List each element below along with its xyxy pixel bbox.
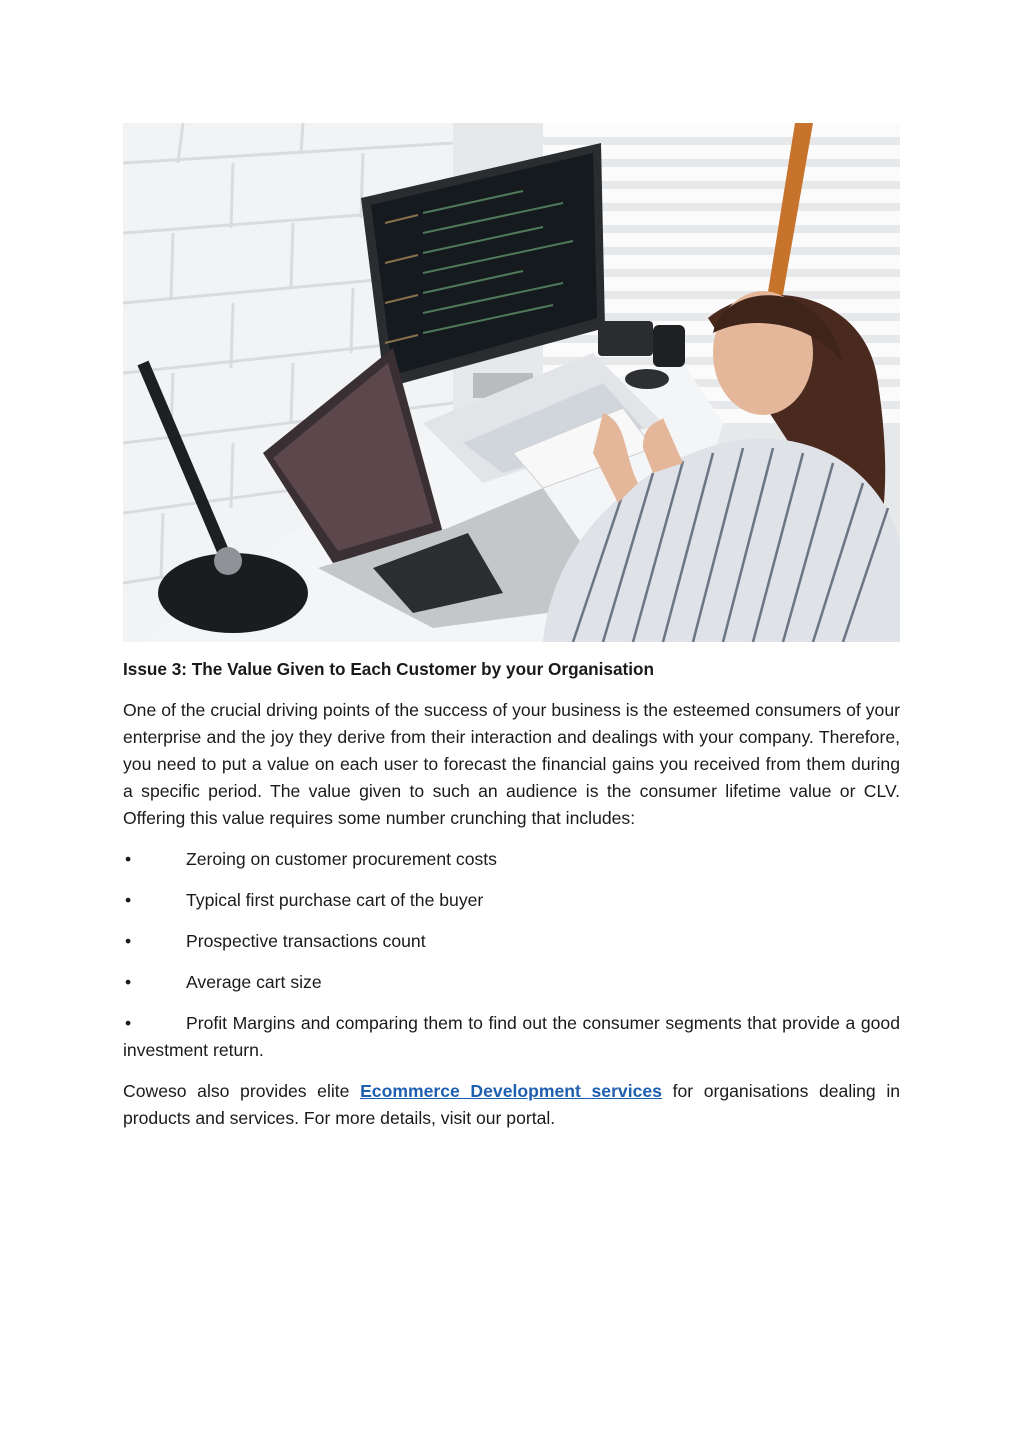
bullet-icon: • <box>125 1013 132 1033</box>
list-item <box>123 1010 900 1064</box>
closing-text-after: for organisations dealing in products and services. For more details, visit our portal. <box>123 1081 901 1128</box>
closing-text-before: Coweso also provides elite <box>123 1081 361 1101</box>
photo-woman-at-computer <box>123 123 900 642</box>
article-body <box>123 656 900 1146</box>
list-item <box>123 928 900 955</box>
bullet-icon: • <box>125 849 132 869</box>
photo-illustration <box>123 123 900 642</box>
list-item-text: Profit Margins and comparing them to find out the consumer segments that provide a good investment return. <box>123 1013 900 1060</box>
closing-paragraph <box>123 1078 900 1132</box>
section-heading: Issue 3: The Value Given to Each Customer by your Organisation <box>123 659 655 679</box>
list-item <box>123 969 900 996</box>
list-item-text: Typical first purchase cart of the buyer <box>186 890 484 910</box>
list-item <box>123 846 900 873</box>
bullet-icon: • <box>125 972 132 992</box>
bullet-icon: • <box>125 931 132 951</box>
list-item-text: Zeroing on customer procurement costs <box>186 849 497 869</box>
list-item <box>123 887 900 914</box>
ecommerce-development-link[interactable]: Ecommerce Development services <box>360 1081 662 1101</box>
list-item-text: Average cart size <box>186 972 322 992</box>
intro-paragraph: One of the crucial driving points of the success of your business is the esteemed consumers of your enterprise and the joy they derive from their interaction and dealings with your company. Therefore, you need to put a value on each user to forecast the financial gains you received from them during a specific period. The value given to such an audience is the consumer lifetime value or CLV. Offering this value requires some number crunching that includes: <box>123 700 900 828</box>
bullet-icon: • <box>125 890 132 910</box>
list-item-text: Prospective transactions count <box>186 931 426 951</box>
